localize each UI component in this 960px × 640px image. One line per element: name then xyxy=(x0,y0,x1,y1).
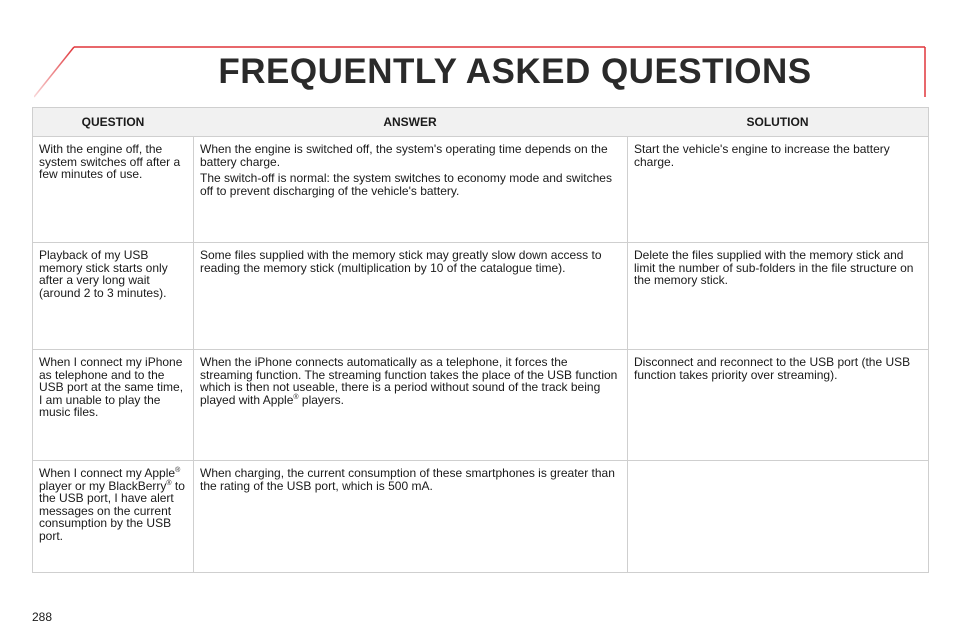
solution-cell xyxy=(627,461,928,572)
question-cell xyxy=(33,350,193,460)
page-number: 288 xyxy=(32,610,53,624)
solution-cell xyxy=(627,350,928,460)
answer-text: The switch-off is normal: the system switches to economy mode and switches off to prevent discharging of the vehicle's battery. xyxy=(200,171,612,198)
question-cell xyxy=(33,243,193,349)
question-text-part: player or my BlackBerry xyxy=(39,478,167,493)
answer-text: When charging, the current consumption of these smartphones is greater than the rating of the USB port, which is 500 mA. xyxy=(200,466,615,493)
question-text-part: to the USB port, I have alert messages on the current consumption by the USB port. xyxy=(39,478,185,543)
question-text xyxy=(39,467,187,542)
header-solution: SOLUTION xyxy=(746,115,809,129)
page-title: FREQUENTLY ASKED QUESTIONS xyxy=(218,52,812,91)
solution-text: Disconnect and reconnect to the USB port (the USB function takes priority over streaming). xyxy=(634,355,911,382)
answer-cell xyxy=(193,350,627,460)
question-text-part: When I connect my Apple xyxy=(39,466,176,480)
table-row xyxy=(33,350,928,461)
answer-cell xyxy=(193,461,627,572)
question-text: With the engine off, the system switches off after a few minutes of use. xyxy=(39,142,181,181)
question-text: Playback of my USB memory stick starts only after a very long wait (around 2 to 3 minutes). xyxy=(39,248,168,300)
question-cell xyxy=(33,461,193,572)
answer-text xyxy=(200,356,621,406)
table-header-row xyxy=(33,108,928,137)
registered-mark: ® xyxy=(293,393,299,401)
table-row xyxy=(33,243,928,350)
solution-cell xyxy=(627,137,928,242)
solution-text: Delete the files supplied with the memory stick and limit the number of sub-folders in the file structure on the memory stick. xyxy=(634,248,914,287)
faq-table xyxy=(32,107,929,573)
question-text: When I connect my iPhone as telephone and to the USB port at the same time, I am unable to play the music files. xyxy=(39,355,184,419)
answer-text: Some files supplied with the memory stick may greatly slow down access to reading the memory stick (multiplication by 10 of the catalogue time). xyxy=(200,248,602,275)
header-answer: ANSWER xyxy=(383,115,437,129)
title-banner xyxy=(34,46,926,98)
answer-text-part: When the iPhone connects automatically as a telephone, it forces the streaming function. The streaming function takes the place of the USB function which is then not useable, there is a period without sound of the track being played with Apple xyxy=(200,355,618,407)
answer-text-part: players. xyxy=(298,392,344,407)
answer-cell xyxy=(193,243,627,349)
registered-mark: ® xyxy=(175,467,181,474)
registered-mark: ® xyxy=(166,479,172,487)
answer-text: When the engine is switched off, the system's operating time depends on the battery charge. xyxy=(200,142,608,169)
solution-cell xyxy=(627,243,928,349)
table-row xyxy=(33,137,928,243)
answer-cell xyxy=(193,137,627,242)
question-cell xyxy=(33,137,193,242)
header-question: QUESTION xyxy=(81,115,145,129)
solution-text: Start the vehicle's engine to increase the battery charge. xyxy=(634,142,890,169)
table-row xyxy=(33,461,928,572)
